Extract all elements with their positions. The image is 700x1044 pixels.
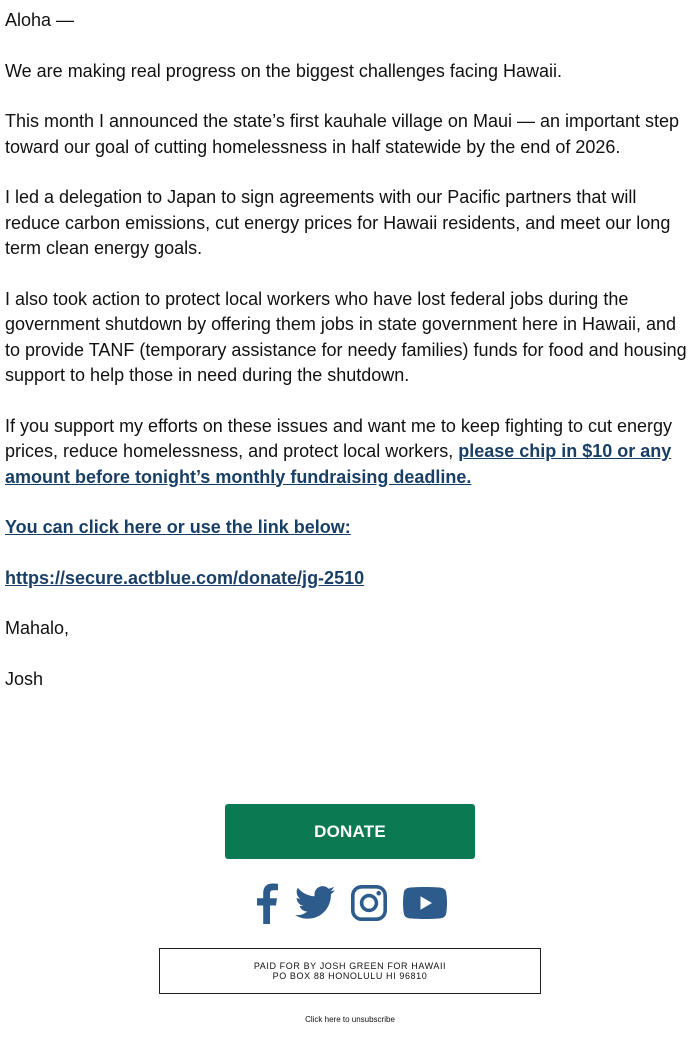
donate-url-paragraph [5,566,693,592]
paid-line-2: PO BOX 88 HONOLULU HI 96810 [272,971,428,981]
ask-text: If you support my efforts on these issues and want me to keep fighting to cut energy prices, reduce homelessness, and protect local workers, [5,415,673,461]
click-here-link[interactable]: You can click here or use the link below: [5,517,351,537]
japan-paragraph: I led a delegation to Japan to sign agreements with our Pacific partners that will reduce carbon emissions, cut energy prices for Hawaii residents, and meet our long term clean energy goals. [5,187,671,258]
facebook-icon[interactable] [253,882,279,924]
closing: Mahalo, [5,618,70,638]
signature: Josh [5,668,44,689]
paid-for-disclaimer [159,948,541,994]
twitter-icon[interactable] [295,886,335,920]
chip-in-link[interactable]: please chip in $10 or any amount before tonight’s monthly fundraising deadline. [5,441,672,487]
greeting: Aloha — [5,10,75,30]
email-footer [0,804,700,1024]
social-links [0,881,700,925]
unsubscribe-link[interactable]: Click here to unsubscribe [305,1015,395,1024]
intro-paragraph: We are making real progress on the biggest challenges facing Hawaii. [5,60,562,81]
paid-line-1: PAID FOR BY JOSH GREEN FOR HAWAII [253,961,447,971]
workers-paragraph: I also took action to protect local workers who have lost federal jobs during the government shutdown by offering them jobs in state government here in Hawaii, and to provide TANF (temporary assistance for needy families) funds for food and housing support to help those in need during the shutdown. [5,288,687,385]
click-here-paragraph [5,515,693,541]
youtube-icon[interactable] [403,887,447,919]
donate-button[interactable]: DONATE [225,804,475,859]
ask-paragraph [5,414,693,491]
donate-url-link[interactable]: https://secure.actblue.com/donate/jg-2510 [5,567,365,588]
email-body [5,8,693,717]
instagram-icon[interactable] [351,885,387,921]
kauhale-paragraph: This month I announced the state’s first kauhale village on Maui — an important step toward our goal of cutting homelessness in half statewide by the end of 2026. [5,111,680,157]
